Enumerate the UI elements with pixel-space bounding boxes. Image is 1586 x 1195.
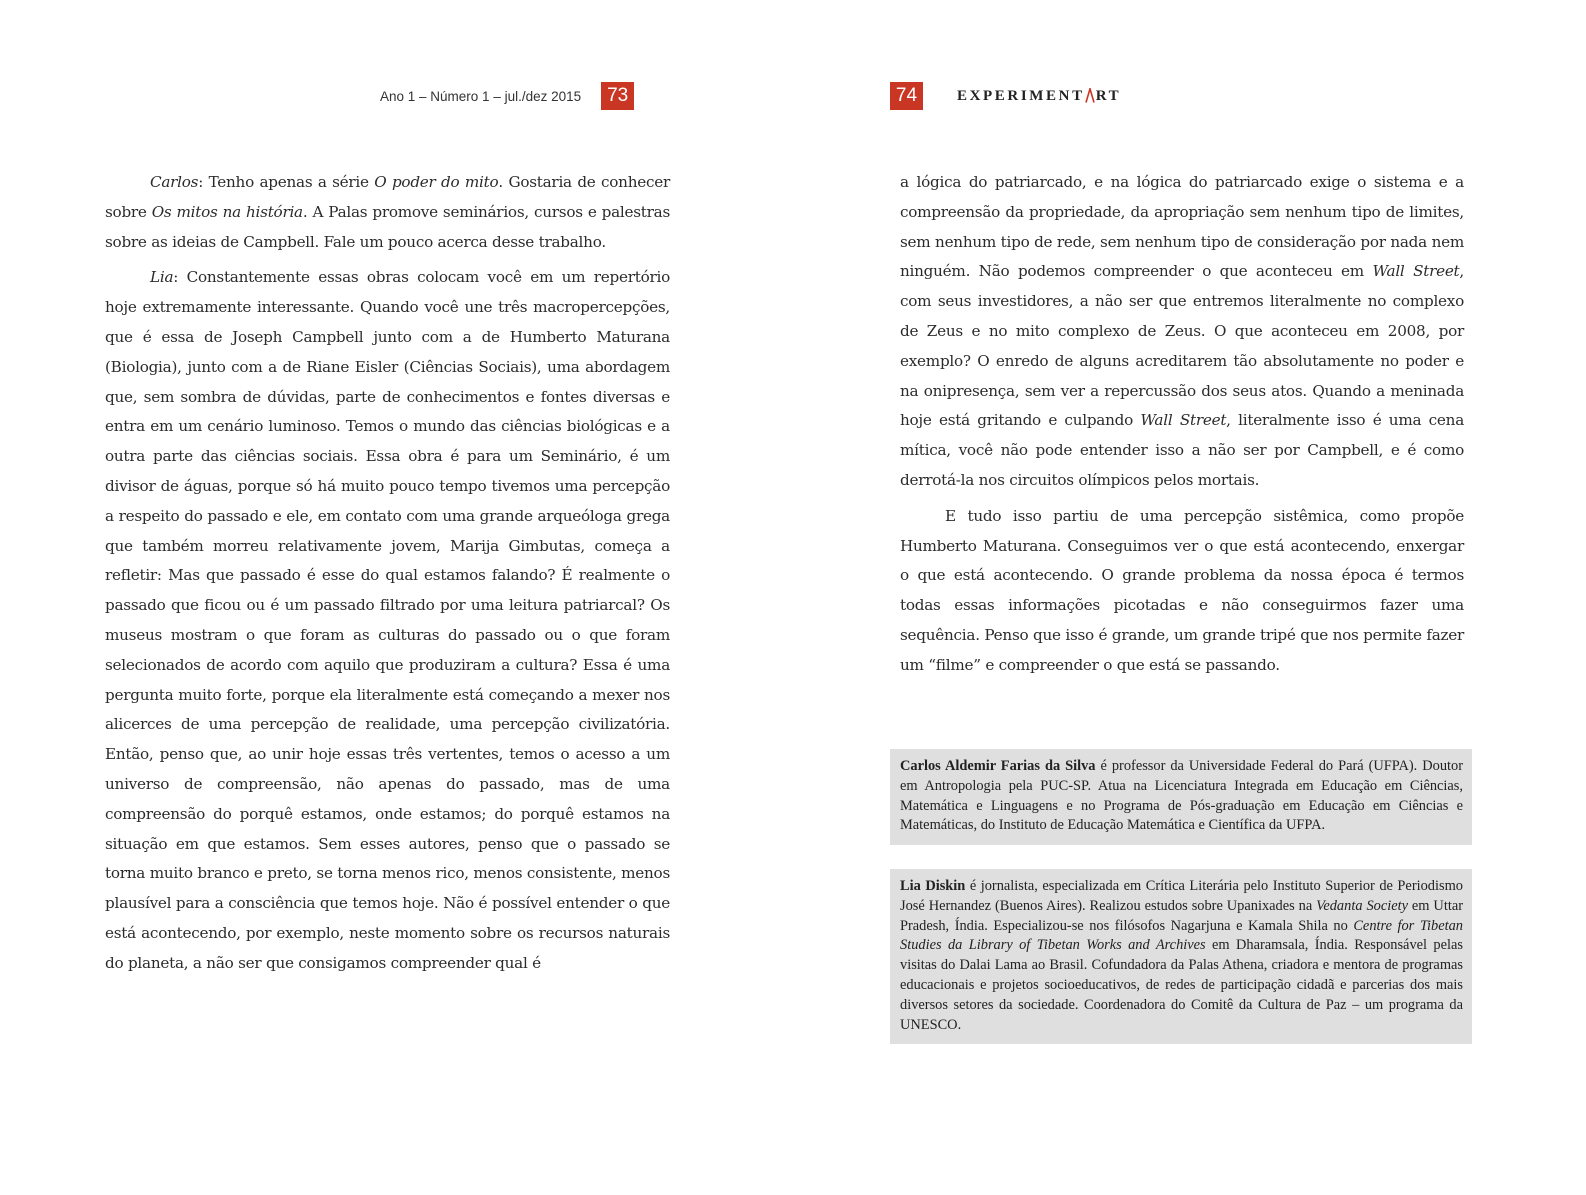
book-title: Os mitos na história	[151, 202, 303, 221]
running-header	[890, 81, 1121, 111]
body-text	[900, 168, 1464, 687]
text-run: , literalmente isso é uma cena mítica, você não pode entender isso a não ser por Campbell, e é como derrotá-la nos circuitos olímpicos pelos mortais.	[900, 411, 1464, 489]
bio-text: em Uttar Pradesh, Índia. Especializou-se nos filósofos Nagarjuna e Kamala Shila no	[900, 897, 1463, 934]
bio-text: é professor da Universidade Federal do Pará (UFPA). Doutor em Antropologia pela PUC-SP. Atua na Licenciatura Integrada em Educação em Ciências, Matemática e Linguagens e no Programa de Pós-graduação em Educação em Ciências e Matemáticas, do Instituto de Educação Matemática e Científica da UFPA.	[900, 758, 1464, 834]
page-number: 74	[890, 82, 923, 110]
bio-text: é jornalista, especializada em Crítica Literária pelo Instituto Superior de Periodismo José Hernandez (Buenos Aires). Realizou estudos sobre Upanixades na	[900, 878, 1463, 914]
text-run: . Gostaria de conhecer sobre	[105, 173, 670, 221]
paragraph	[105, 168, 670, 257]
author-name: Lia Diskin	[900, 878, 966, 894]
institution-name: Centre for Tibetan Studies da Library of Tibetan Works and Archives	[900, 917, 1463, 954]
text-run: : Tenho apenas a série	[198, 173, 375, 191]
logo-a-mark-icon	[1085, 88, 1095, 103]
speaker-name: Carlos	[150, 173, 199, 191]
emphasis: Wall Street	[1372, 262, 1460, 281]
author-bio-box	[890, 749, 1472, 845]
right-page	[793, 0, 1586, 1195]
bio-text: em Dharamsala, Índia. Responsável pelas visitas do Dalai Lama ao Brasil. Cofundadora da Palas Athena, criadora e mentora de programas educacionais e projetos socioeducativos, de redes de participação cidadã e parcerias dos mais diversos setores da sociedade. Coordenadora do Comitê da Cultura de Paz – um programa da UNESCO.	[900, 937, 1463, 1033]
text-run: . A Palas promove seminários, cursos e palestras sobre as ideias de Campbell. Fale um pouco acerca desse trabalho.	[105, 202, 670, 251]
text-run: a lógica do patriarcado, e na lógica do patriarcado exige o sistema e a compreensão da propriedade, da apropriação sem nenhum tipo de limites, sem nenhum tipo de rede, sem nenhum tipo de consideração por nada nem ninguém. Não podemos compreender o que aconteceu em	[900, 173, 1464, 281]
journal-issue-label: Ano 1 – Número 1 – jul./dez 2015	[380, 88, 582, 104]
paragraph	[105, 263, 670, 978]
speaker-name: Lia	[150, 268, 174, 287]
paragraph	[900, 168, 1464, 496]
page-number: 73	[601, 82, 634, 110]
logo-text: EXPERIMENT	[957, 87, 1085, 104]
institution-name: Vedanta Society	[1316, 897, 1408, 914]
journal-logo	[957, 88, 1121, 105]
text-run: , com seus investidores, a não ser que entremos literalmente no complexo de Zeus e no mito complexo de Zeus. O que aconteceu em 2008, por exemplo? O enredo de alguns acreditarem tão absolutamente no poder e na onipresença, sem ver a repercussão dos seus atos. Quando a meninada hoje está gritando e culpando	[900, 262, 1464, 430]
running-header	[380, 81, 634, 111]
book-title: O poder do mito	[374, 173, 499, 191]
body-text	[105, 168, 670, 985]
logo-text: RT	[1095, 87, 1122, 104]
paragraph: E tudo isso partiu de uma percepção sistêmica, como propõe Humberto Maturana. Conseguimos ver o que está acontecendo, enxergar o que está acontecendo. O grande problema da nossa época é termos todas essas informações picotadas e não conseguirmos fazer uma sequência. Penso que isso é grande, um grande tripé que nos permite fazer um “filme” e compreender o que está se passando.	[900, 506, 1464, 674]
text-run: : Constantemente essas obras colocam você em um repertório hoje extremamente interessante. Quando você une três macropercepções, que é essa de Joseph Campbell junto com a de Humberto Maturana (Biologia), junto com a de Riane Eisler (Ciências Sociais), uma abordagem que, sem sombra de dúvidas, parte de conhecimentos e fontes diversas e entra em um cenário luminoso. Temos o mundo das ciências biológicas e a outra parte das ciências sociais. Essa obra é para um Seminário, é um divisor de águas, porque só há muito pouco tempo tivemos uma percepção a respeito do passado e ele, em contato com uma grande arqueóloga grega que também morreu relativamente jovem, Marija Gimbutas, começa a refletir: Mas que passado é esse do qual estamos falando? É realmente o passado que ficou ou é um passado filtrado por uma leitura patriarcal? Os museus mostram o que foram as culturas do passado ou o que foram selecionados de acordo com aquilo que produziram a cultura? Essa é uma pergunta muito forte, porque ela literalmente está começando a mexer nos alicerces de uma percepção de realidade, uma percepção civilizatória. Então, penso que, ao unir hoje essas três vertentes, temos o acesso a um universo de compreensão, não apenas do passado, mas de uma compreensão do porquê estamos, onde estamos; do porquê estamos na situação em que estamos. Sem esses autores, penso que o passado se torna muito branco e preto, se torna menos rico, menos consistente, menos plausível para a consciência que temos hoje. Não é possível entender o que está acontecendo, por exemplo, neste momento sobre os recursos naturais do planeta, a não ser que consigamos compreender qual é	[105, 268, 670, 972]
author-bio-box	[890, 869, 1472, 1044]
author-name: Carlos Aldemir Farias da Silva	[900, 758, 1096, 774]
emphasis: Wall Street	[1140, 411, 1227, 430]
